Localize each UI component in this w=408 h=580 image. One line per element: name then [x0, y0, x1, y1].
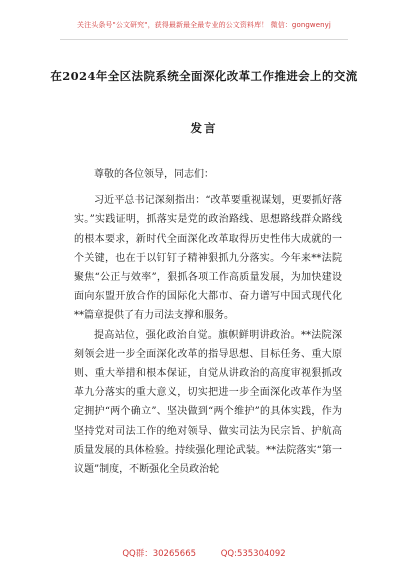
footer-qq-number: QQ:535304092 [220, 549, 286, 559]
document-title-continuation: 发言 [190, 121, 218, 135]
footer-contact [0, 547, 408, 559]
body-paragraph-1: 习近平总书记深刻指出：“改革要重视谋划，更要抓好落实。”实践证明，抓落实是党的政治路线、思想路线群众路线的根本要求，新时代全面深化改革取得历史性伟大成就的一个关键，也在于以钉钉子精神狠抓九分落实。今年来**法院聚焦“公正与效率”，狠抓各项工作高质量发展，为加快建设面向东盟开放合作的国际化大都市、奋力谱写中国式现代化**篇章提供了有力司法支撑和服务。 [74, 195, 342, 322]
greeting: 尊敬的各位领导，同志们： [94, 169, 214, 180]
header-divider [60, 39, 348, 40]
body-paragraph-2: 提高站位，强化政治自觉。旗帜鲜明讲政治。**法院深刻领会进一步全面深化改革的指导思想、目标任务、重大原则、重大举措和根本保证，自觉从讲政治的高度审视狠抓改革九分落实的重大意义，切实把进一步全面深化改革作为坚定拥护“两个确立”、坚决做到“两个维护”的具体实践，作为坚持党对司法工作的绝对领导、做实司法为民宗旨、护航高质量发展的具体检验。持续强化理论武装。**法院落实“第一议题”制度，不断强化全员政治轮 [74, 329, 342, 476]
footer-qq-group: QQ群：30265665 [122, 549, 197, 559]
document-body [74, 165, 342, 479]
header-banner: 关注头条号"公文研究"，获得最新最全最专业的公文资料库！ 微信：gongwenyj [77, 21, 331, 29]
document-title: 在2024年全区法院系统全面深化改革工作推进会上的交流 [50, 69, 358, 83]
